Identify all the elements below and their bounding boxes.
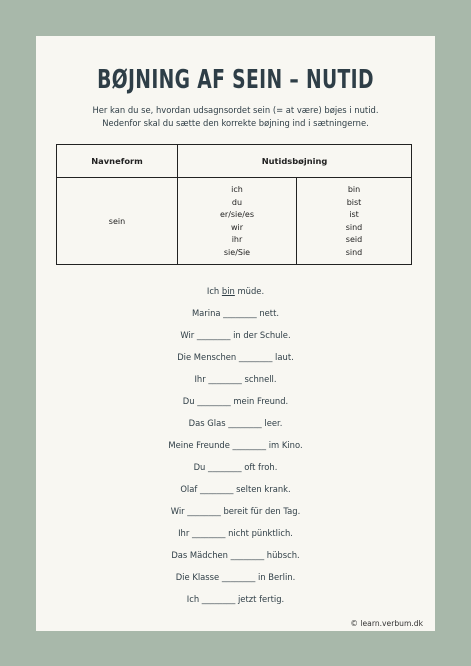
verb-form: sind: [345, 222, 363, 232]
pronoun: ich: [231, 185, 243, 194]
exercise-sentence: Die Menschen ________ laut.: [177, 352, 294, 362]
exercise-sentence: Das Glas ________ leer.: [188, 418, 283, 428]
intro-line-1: Her kan du se, hvordan udsagnsordet sein (= at være) bøjes i nutid.: [92, 105, 379, 115]
pronoun: wir: [230, 222, 244, 232]
copyright-credit: © learn.verbum.dk: [350, 619, 423, 628]
intro-line-2: Nedenfor skal du sætte den korrekte bøjning ind i sætningerne.: [102, 118, 369, 128]
pronoun-column: [178, 178, 297, 265]
verb-form: sind: [345, 247, 363, 257]
exercise-sentence: Wir ________ bereit für den Tag.: [170, 506, 301, 516]
verb-form-column: [297, 178, 412, 265]
exercise-sentence: Die Klasse ________ in Berlin.: [175, 572, 296, 582]
verb-form: seid: [345, 235, 363, 244]
worksheet: [36, 36, 435, 631]
conjugation-table: [56, 144, 412, 265]
exercise-sentence: Ihr ________ nicht pünktlich.: [178, 528, 293, 538]
exercise-sentence: Du ________ mein Freund.: [182, 396, 289, 406]
page-title: BØJNING AF SEIN – NUTID: [97, 65, 374, 95]
intro-text: [56, 104, 415, 130]
verb-form: bin: [347, 185, 361, 194]
pronoun: du: [231, 197, 243, 207]
pronoun: ihr: [231, 235, 243, 244]
exercise-sentence: Olaf ________ selten krank.: [180, 484, 291, 494]
exercise-sentences: [36, 285, 435, 615]
exercise-sentence: Ihr ________ schnell.: [194, 374, 277, 384]
exercise-sentence: Marina ________ nett.: [191, 308, 280, 318]
infinitive-cell: sein: [57, 178, 178, 265]
example-verb: bin: [221, 286, 235, 296]
pronoun: sie/Sie: [223, 247, 251, 257]
header-infinitive: Navneform: [57, 145, 178, 178]
exercise-sentence: Meine Freunde ________ im Kino.: [168, 440, 303, 450]
header-present: Nutidsbøjning: [178, 145, 412, 178]
verb-form: ist: [349, 210, 359, 219]
example-sentence: Ich bin müde.: [206, 286, 265, 296]
exercise-sentence: Wir ________ in der Schule.: [180, 330, 291, 340]
verb-form: bist: [346, 197, 362, 207]
pronoun: er/sie/es: [219, 210, 254, 219]
exercise-sentence: Das Mädchen ________ hübsch.: [171, 550, 300, 560]
exercise-sentence: Du ________ oft froh.: [193, 462, 278, 472]
exercise-sentence: Ich ________ jetzt fertig.: [186, 594, 285, 604]
